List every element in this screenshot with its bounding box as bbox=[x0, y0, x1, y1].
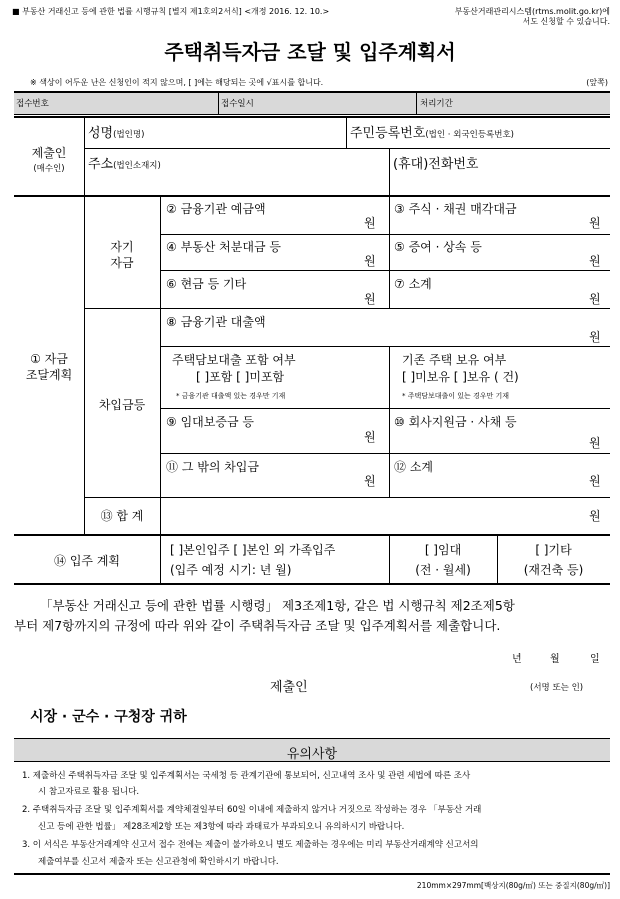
item-deposits: ② 금융기관 예금액 bbox=[166, 202, 266, 216]
total-label: ⑬ 합 계 bbox=[100, 509, 144, 523]
won-unit: 원 bbox=[364, 430, 376, 444]
won-unit: 원 bbox=[364, 216, 376, 230]
note-2-line2: 신고 등에 관한 법률」 제28조제2항 또는 제3항에 따라 과태료가 부과되오니 유의하시기 바랍니다. bbox=[38, 822, 405, 832]
house-question: 기존 주택 보유 여부 bbox=[402, 353, 507, 367]
notes-heading: 유의사항 bbox=[286, 747, 338, 762]
mortgage-note: * 금융기관 대출액 있는 경우만 기재 bbox=[176, 392, 286, 400]
won-unit: 원 bbox=[364, 292, 376, 306]
won-unit: 원 bbox=[589, 474, 601, 488]
rrn-label: 주민등록번호(법인 · 외국인등록번호) bbox=[350, 126, 514, 141]
office-use-bar bbox=[14, 92, 610, 114]
item-company-support: ⑩ 회사지원금 · 사채 등 bbox=[394, 415, 517, 429]
house-note: * 주택담보대출이 있는 경우만 기재 bbox=[402, 392, 510, 400]
move-in-other[interactable]: [ ]기타 bbox=[535, 543, 572, 557]
note-2-line1: 2. 주택취득자금 조달 및 입주계획서를 계약체결일부터 60일 이내에 제출하지 않거나 거짓으로 작성하는 경우 「부동산 거래 bbox=[22, 805, 482, 815]
date-year: 년 bbox=[512, 654, 522, 665]
move-in-date: (입주 예정 시기: 년 월) bbox=[170, 563, 292, 577]
borrowed-funds-label: 차입금등 bbox=[98, 398, 146, 412]
item-other-borrowing: ⑪ 그 밖의 차입금 bbox=[166, 460, 259, 474]
mortgage-options[interactable]: [ ]포함 [ ]미포함 bbox=[196, 370, 285, 384]
instruction-notice: ※ 색상이 어두운 난은 신청인이 적지 않으며, [ ]에는 해당되는 곳에 √표시를 합니다. bbox=[30, 78, 324, 87]
item-own-subtotal: ⑦ 소계 bbox=[394, 277, 432, 291]
form-reference: ■ 부동산 거래신고 등에 관한 법률 시행규칙 [별지 제1호의2서식] <개정 2016. 12. 10.> bbox=[12, 7, 330, 16]
item-loans: ⑧ 금융기관 대출액 bbox=[166, 315, 266, 329]
move-in-label: ⑭ 입주 계획 bbox=[54, 554, 120, 568]
address-label: 주소(법인소재지) bbox=[88, 157, 161, 172]
won-unit: 원 bbox=[589, 436, 601, 450]
won-unit: 원 bbox=[589, 216, 601, 230]
won-unit: 원 bbox=[364, 254, 376, 268]
house-options[interactable]: [ ]미보유 [ ]보유 ( 건) bbox=[402, 370, 519, 384]
own-funds-label2: 자금 bbox=[110, 256, 134, 270]
page-title: 주택취득자금 조달 및 입주계획서 bbox=[164, 40, 456, 64]
sign-label: 제출인 bbox=[270, 680, 308, 695]
won-unit: 원 bbox=[589, 509, 601, 523]
mortgage-question: 주택담보대출 포함 여부 bbox=[172, 353, 296, 367]
won-unit: 원 bbox=[589, 254, 601, 268]
won-unit: 원 bbox=[364, 474, 376, 488]
submitter-sublabel: (매수인) bbox=[33, 164, 65, 174]
statement-line2: 부터 제7항까지의 규정에 따라 위와 같이 주택취득자금 조달 및 입주계획서를 제출합니다. bbox=[14, 618, 501, 633]
date-month: 월 bbox=[550, 654, 560, 665]
phone-label: (휴대)전화번호 bbox=[393, 157, 479, 172]
item-borrowed-subtotal: ⑫ 소계 bbox=[394, 460, 433, 474]
move-in-other-note: (재건축 등) bbox=[523, 563, 584, 577]
note-1-line1: 1. 제출하신 주택취득자금 조달 및 입주계획서는 국세청 등 관계기관에 통보되어, 신고내역 조사 및 관련 세법에 따른 조사 bbox=[22, 771, 471, 781]
own-funds-label1: 자기 bbox=[110, 240, 134, 254]
funding-plan-sublabel: 조달계획 bbox=[25, 368, 73, 382]
note-1-line2: 시 참고자료로 활용 됩니다. bbox=[38, 787, 140, 797]
note-3-line1: 3. 이 서식은 부동산거래계약 신고서 접수 전에는 제출이 불가하오니 별도 제출하는 경우에는 미리 부동산거래계약 신고서의 bbox=[22, 840, 479, 850]
item-stocks: ③ 주식 · 채권 매각대금 bbox=[394, 202, 517, 216]
receipt-number-label: 접수번호 bbox=[16, 99, 49, 109]
recipient: 시장 · 군수 · 구청장 귀하 bbox=[30, 709, 187, 725]
paper-spec: 210mm×297mm[백상지(80g/㎡) 또는 중질지(80g/㎡)] bbox=[416, 881, 610, 890]
move-in-lease-type: (전 · 월세) bbox=[415, 563, 471, 577]
submitter-label: 제출인 bbox=[31, 146, 67, 160]
item-cash: ⑥ 현금 등 기타 bbox=[166, 277, 247, 291]
move-in-lease[interactable]: [ ]임대 bbox=[424, 543, 462, 557]
funding-plan-label: ① 자금 bbox=[30, 352, 68, 366]
online-notice-line2: 서도 신청할 수 있습니다. bbox=[522, 17, 610, 26]
sign-note: (서명 또는 인) bbox=[530, 683, 584, 693]
page-side: (앞쪽) bbox=[586, 78, 608, 87]
move-in-self[interactable]: [ ]본인입주 [ ]본인 외 가족입주 bbox=[170, 543, 336, 557]
online-notice-line1: 부동산거래관리시스템(rtms.molit.go.kr)에 bbox=[454, 7, 610, 16]
item-real-estate: ④ 부동산 처분대금 등 bbox=[166, 240, 281, 254]
won-unit: 원 bbox=[589, 330, 601, 344]
name-label: 성명(법인명) bbox=[88, 126, 145, 141]
item-lease-deposit: ⑨ 임대보증금 등 bbox=[166, 415, 254, 429]
won-unit: 원 bbox=[589, 292, 601, 306]
receipt-date-label: 접수일시 bbox=[221, 99, 254, 109]
note-3-line2: 제출여부를 신고서 제출자 또는 신고관청에 확인하시기 바랍니다. bbox=[38, 857, 279, 867]
statement-line1: 「부동산 거래신고 등에 관한 법률 시행령」 제3조제1항, 같은 법 시행규칙 제2조제5항 bbox=[40, 598, 515, 613]
item-gift: ⑤ 증여 · 상속 등 bbox=[394, 240, 482, 254]
processing-period-label: 처리기간 bbox=[420, 99, 453, 109]
date-day: 일 bbox=[590, 654, 600, 665]
